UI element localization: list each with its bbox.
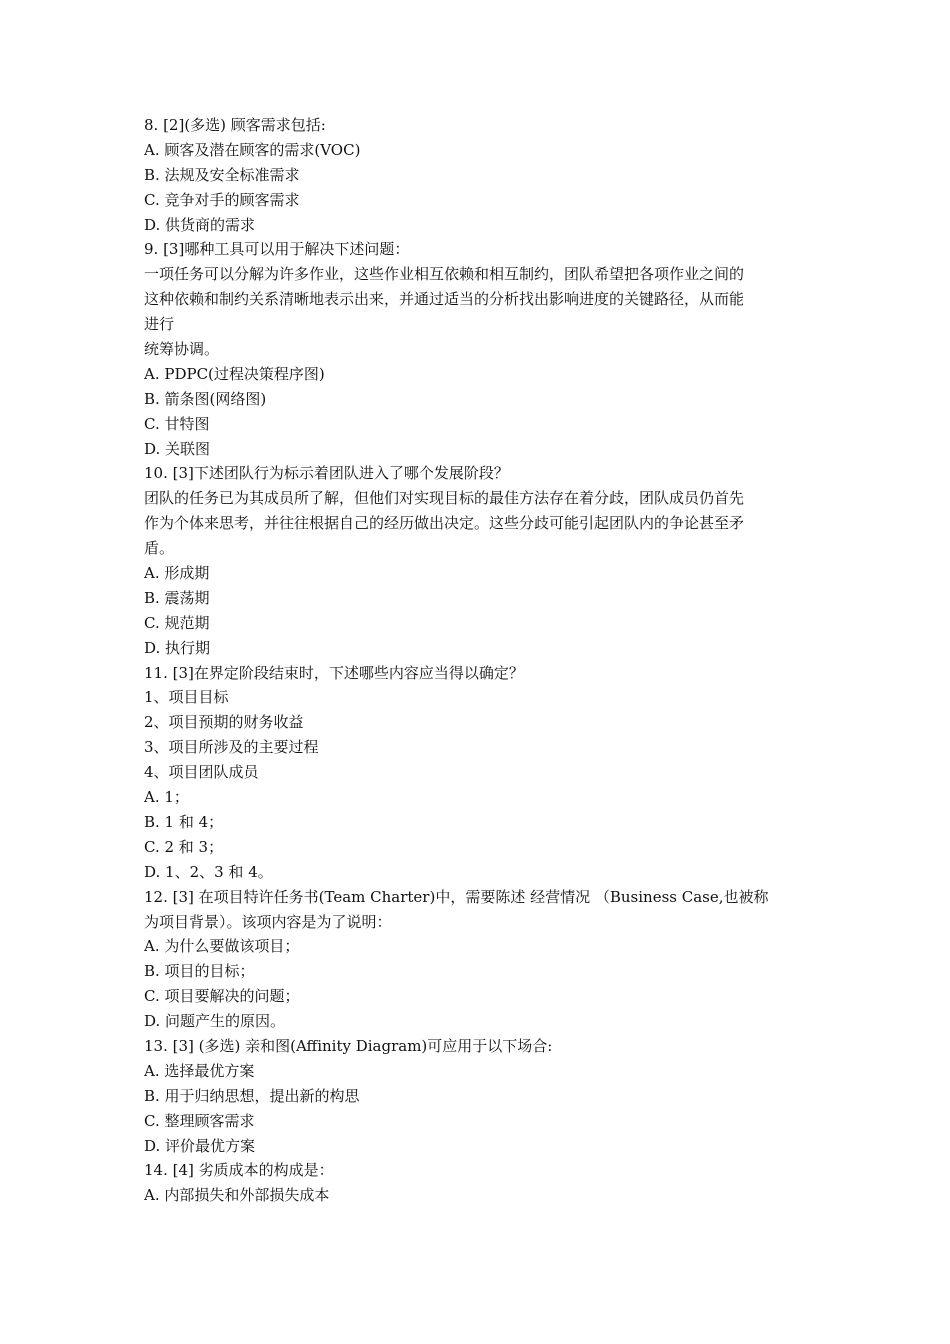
question-11-item-2: 2、项目预期的财务收益 [144,713,304,732]
question-9-scenario-line-3: 进行 [144,315,175,334]
question-10-option-c: C. 规范期 [144,613,210,632]
question-8-option-a: A. 顾客及潜在顾客的需求(VOC) [144,140,361,159]
question-12-option-c: C. 项目要解决的问题； [144,987,300,1006]
question-9-option-b: B. 箭条图(网络图) [144,389,267,408]
question-9-option-a: A. PDPC(过程决策程序图) [144,364,325,383]
question-8-option-c: C. 竞争对手的顾客需求 [144,190,300,209]
question-11-option-c: C. 2 和 3； [144,837,224,856]
question-10-scenario-line-2: 作为个体来思考，并往往根据自己的经历做出决定。这些分歧可能引起团队内的争论甚至矛 [144,514,745,533]
question-11-item-3: 3、项目所涉及的主要过程 [144,738,319,757]
question-10-option-a: A. 形成期 [144,564,210,583]
question-10-option-d: D. 执行期 [144,638,211,657]
question-11-item-4: 4、项目团队成员 [144,763,259,782]
question-13-option-c: C. 整理顾客需求 [144,1111,255,1130]
question-13-stem: 13. [3] (多选) 亲和图(Affinity Diagram)可应用于以下场合: [144,1036,553,1055]
question-9-scenario-line-4: 统筹协调。 [144,340,220,359]
question-9-stem: 9. [3]哪种工具可以用于解决下述问题： [144,240,410,259]
question-12-stem-line-2: 为项目背景）。该项内容是为了说明： [144,912,392,931]
question-10-stem: 10. [3]下述团队行为标示着团队进入了哪个发展阶段？ [144,464,509,483]
document-body [144,113,808,1208]
question-10-scenario-line-3: 盾。 [144,539,175,558]
question-8-stem: 8. [2](多选) 顾客需求包括: [144,116,326,134]
question-9-scenario-line-1: 一项任务可以分解为许多作业，这些作业相互依赖和相互制约，团队希望把各项作业之间的 [144,265,745,284]
question-13-option-a: A. 选择最优方案 [144,1061,255,1080]
question-8-option-d: D. 供货商的需求 [144,215,256,234]
question-10-option-b: B. 震荡期 [144,588,210,607]
question-11-option-d: D. 1、2、3 和 4。 [144,862,273,881]
question-12-option-b: B. 项目的目标； [144,962,255,981]
question-11-option-b: B. 1 和 4； [144,812,224,831]
question-11-stem: 11. [3]在界定阶段结束时，下述哪些内容应当得以确定？ [144,663,524,682]
question-14-stem: 14. [4] 劣质成本的构成是： [144,1161,334,1180]
question-10-scenario-line-1: 团队的任务已为其成员所了解，但他们对实现目标的最佳方法存在着分歧，团队成员仍首先 [144,489,745,508]
question-12-option-a: A. 为什么要做该项目； [144,937,300,956]
question-12-stem-line-1: 12. [3] 在项目特许任务书(Team Charter)中，需要陈述 经营情况 （Business Case,也被称 [144,887,769,906]
question-11-item-1: 1、项目目标 [144,688,229,707]
question-14-option-a: A. 内部损失和外部损失成本 [144,1186,330,1205]
question-13-option-b: B. 用于归纳思想，提出新的构思 [144,1086,360,1105]
question-9-option-c: C. 甘特图 [144,414,210,433]
question-12-option-d: D. 问题产生的原因。 [144,1012,286,1031]
question-9-scenario-line-2: 这种依赖和制约关系清晰地表示出来，并通过适当的分析找出影响进度的关键路径，从而能 [144,290,745,309]
question-13-option-d: D. 评价最优方案 [144,1136,256,1155]
question-8-option-b: B. 法规及安全标准需求 [144,165,300,184]
question-9-option-d: D. 关联图 [144,439,211,458]
question-11-option-a: A. 1； [144,788,189,807]
